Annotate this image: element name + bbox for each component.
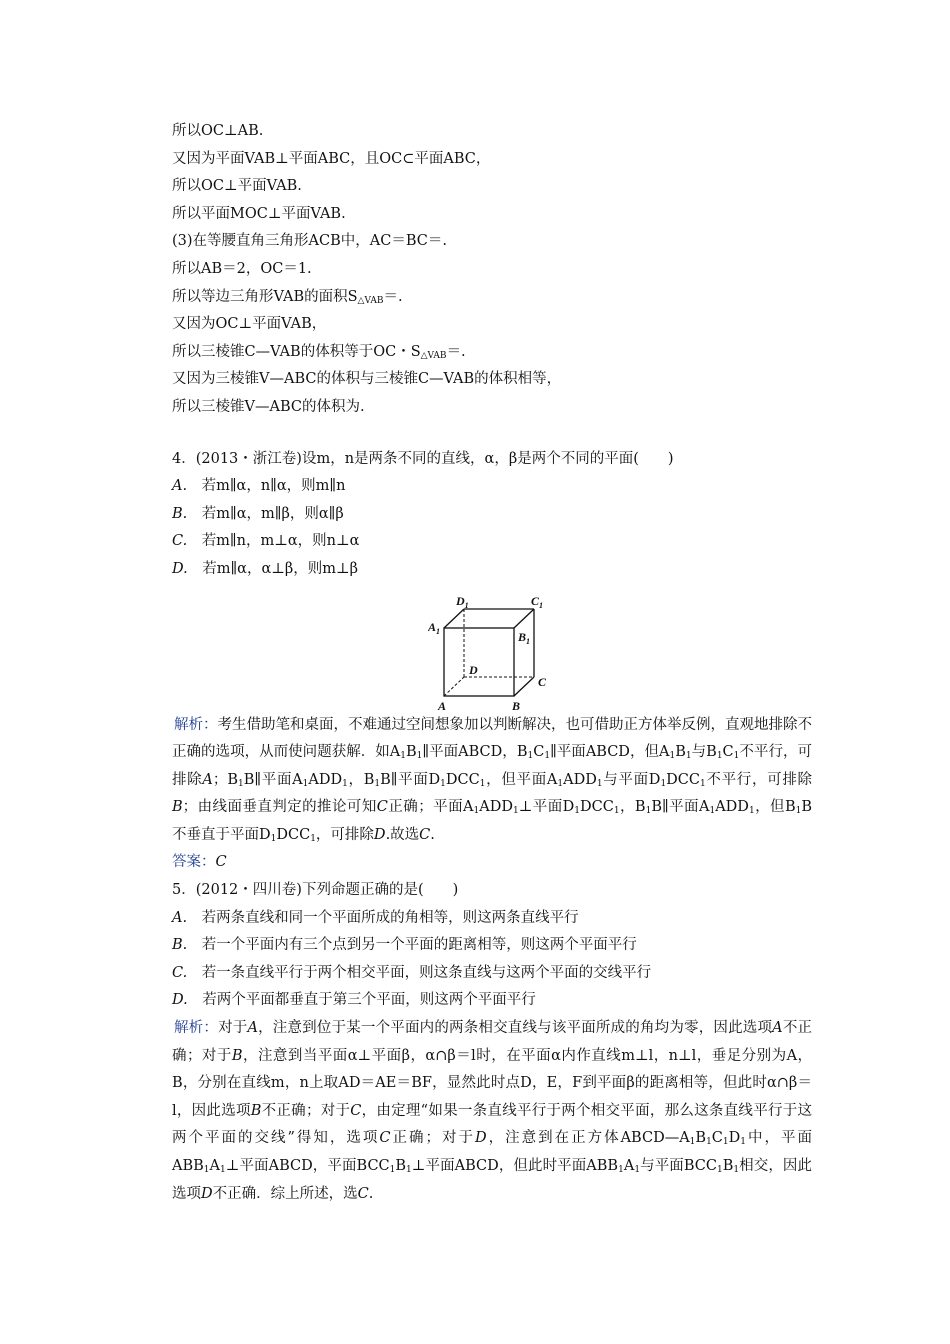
question-stem: 5．(2012・四川卷)下列命题正确的是( ) xyxy=(172,882,459,899)
text-line: 所以三棱锥C—VAB的体积等于OC・$S_{\triangle VAB}=$. xyxy=(172,343,466,361)
label-a: A xyxy=(438,698,447,712)
analysis-label: 解析： xyxy=(174,1020,219,1037)
label-c: C xyxy=(538,674,547,689)
option-b: B. 若m∥α，m∥β，则α∥β xyxy=(172,505,344,522)
text-line: 所以AB＝2，OC＝1. xyxy=(172,260,312,277)
label-d1: $D_1$ xyxy=(456,593,469,610)
text-line: (3)在等腰直角三角形ACB中，AC＝BC＝. xyxy=(172,233,447,250)
option-c: C. 若m∥n，m⊥α，则n⊥α xyxy=(172,533,360,550)
q5-analysis: 解析：对于A，注意到位于某一个平面内的两条相交直线与该平面所成的角均为零，因此选项A不正确；对于B，注意到当平面α⊥平面β，α∩β＝l时，在平面α内作直线m⊥l，n⊥l，垂足分别为A，B，分别在直线m，n上取AD＝AE＝BF，显然此时点D，E，F到平面β的距离相等，但此时α∩β＝l，因此选项B不正确；对于C，由定理“如果一条直线平行于两个相交平面，那么这条直线平行于这两个平面的交线”得知，选项C正确；对于D，注意到在正方体$ABCD—A_1B_1C_1D_1$中，平面$ABB_1A_1\perp$平面ABCD，平面$BCC_1B_1\perp$平面ABCD，但此时平面$ABB_1A_1$与平面$BCC_1B_1$相交，因此选项D不正确．综上所述，选C. xyxy=(172,1020,813,1202)
label-d: D xyxy=(469,662,478,677)
text-line: 又因为平面VAB⊥平面ABC，且OC⊂平面ABC， xyxy=(172,150,491,167)
option-a: A. 若m∥α，n∥α，则m∥n xyxy=(172,478,346,495)
label-a1: $A_1$ xyxy=(428,619,441,636)
option-a: A. 若两条直线和同一个平面所成的角相等，则这两条直线平行 xyxy=(172,909,579,926)
text-line: 所以等边三角形VAB的面积$S_{\triangle VAB}=$. xyxy=(172,288,403,306)
analysis-label: 解析： xyxy=(174,716,218,733)
q4-analysis: 解析：考生借助笔和桌面，不难通过空间想象加以判断解决，也可借助正方体举反例，直观地排除不正确的选项，从而使问题获解．如$A_1B_1\parallel$平面ABCD，$B_1C_1\parallel$平面ABCD，但$A_1B_1$与$B_1C_1$不平行，可排除A；$B_1B\parallel$平面$A_1ADD_1$，$B_1B\parallel$平面$D_1DCC_1$，但平面$A_1ADD_1$与平面$D_1DCC_1$不平行，可排除B；由线面垂直判定的推论可知C正确；平面$A_1ADD_1\perp$平面$D_1DCC_1$，$B_1B\parallel$平面$A_1ADD_1$，但$B_1B$不垂直于平面$D_1DCC_1$，可排除D.故选C. xyxy=(172,716,813,844)
question-stem: 4．(2013・浙江卷)设m，n是两条不同的直线，α，β是两个不同的平面( ) xyxy=(172,450,674,467)
option-d: D. 若m∥α，α⊥β，则m⊥β xyxy=(172,560,359,577)
label-b: B xyxy=(512,698,521,712)
text-line: 又因为OC⊥平面VAB， xyxy=(172,316,327,333)
cube-figure xyxy=(428,594,568,712)
label-b1: $B_1$ xyxy=(518,629,531,646)
answer-label: 答案： xyxy=(172,854,216,871)
option-d: D. 若两个平面都垂直于第三个平面，则这两个平面平行 xyxy=(172,992,536,1009)
question-5 xyxy=(172,877,812,1208)
q4-answer: 答案：C xyxy=(172,854,227,871)
text-line: 所以OC⊥平面VAB. xyxy=(172,178,302,195)
option-c: C. 若一条直线平行于两个相交平面，则这条直线与这两个平面的交线平行 xyxy=(172,964,652,981)
solution-part3 xyxy=(172,118,812,422)
document-page xyxy=(172,118,812,1208)
cube-diagram xyxy=(428,594,568,712)
option-b: B. 若一个平面内有三个点到另一个平面的距离相等，则这两个平面平行 xyxy=(172,937,637,954)
text-line: 所以平面MOC⊥平面VAB. xyxy=(172,205,346,222)
text-line: 又因为三棱锥V—ABC的体积与三棱锥C—VAB的体积相等， xyxy=(172,371,562,388)
cube-front-face xyxy=(444,628,514,696)
question-4 xyxy=(172,446,812,878)
label-c1: $C_1$ xyxy=(531,593,544,610)
text-line: 所以三棱锥V—ABC的体积为. xyxy=(172,398,365,415)
text-line: 所以OC⊥AB. xyxy=(172,123,264,139)
